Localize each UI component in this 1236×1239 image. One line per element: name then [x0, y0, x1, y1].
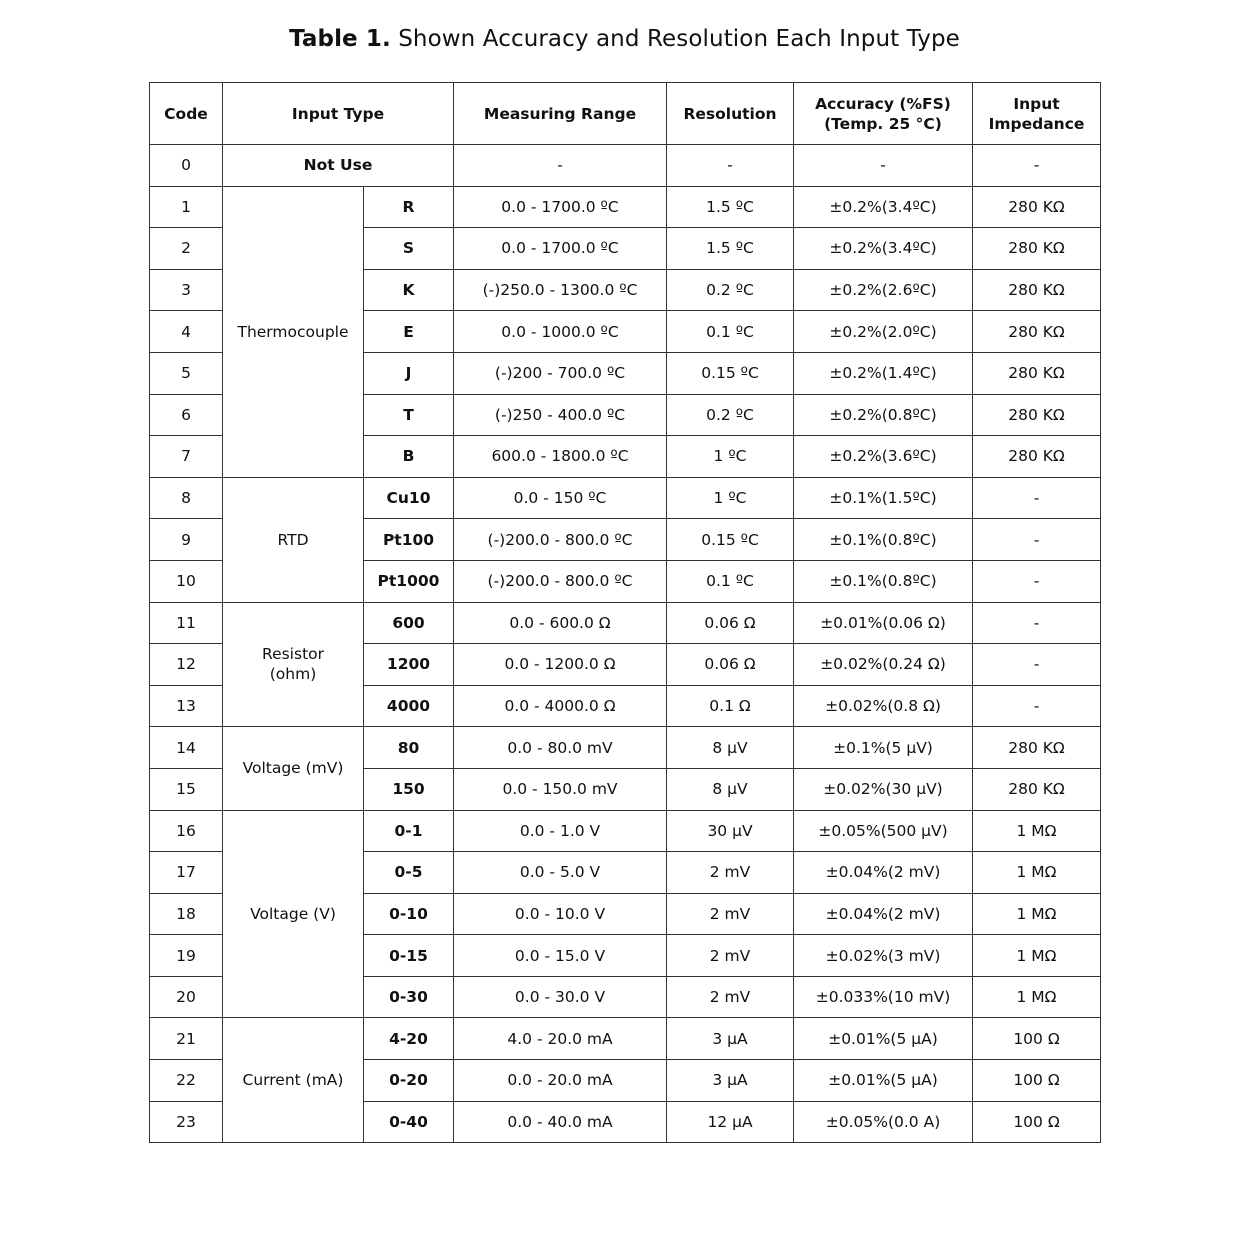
group-current-ma-label: Current (mA)	[242, 1071, 344, 1090]
cell-accuracy: ±0.1%(0.8ºC)	[794, 519, 973, 561]
cell-subtype: 0-40	[364, 1101, 454, 1143]
cell-subtype: J	[364, 352, 454, 394]
cell-subtype: T	[364, 394, 454, 436]
cell-range: 600.0 - 1800.0 ºC	[454, 436, 667, 478]
cell-range: -	[454, 145, 667, 187]
cell-impedance: 100 Ω	[973, 1018, 1101, 1060]
cell-range: 0.0 - 1200.0 Ω	[454, 644, 667, 686]
caption-text: Shown Accuracy and Resolution Each Input Type	[390, 26, 960, 52]
cell-impedance: 280 KΩ	[973, 436, 1101, 478]
cell-impedance: 280 KΩ	[973, 228, 1101, 270]
cell-subtype: B	[364, 436, 454, 478]
cell-code: 5	[150, 352, 223, 394]
group-thermocouple	[223, 186, 364, 477]
cell-resolution: 0.15 ºC	[667, 352, 794, 394]
cell-impedance: -	[973, 519, 1101, 561]
cell-resolution: 0.06 Ω	[667, 602, 794, 644]
cell-code: 12	[150, 644, 223, 686]
header-measuring-range: Measuring Range	[454, 83, 667, 145]
caption-label: Table 1.	[289, 26, 391, 52]
cell-code: 0	[150, 145, 223, 187]
cell-impedance: 280 KΩ	[973, 727, 1101, 769]
cell-code: 21	[150, 1018, 223, 1060]
cell-accuracy: ±0.01%(5 μA)	[794, 1018, 973, 1060]
group-rtd-label: RTD	[277, 530, 309, 549]
cell-range: 0.0 - 1700.0 ºC	[454, 186, 667, 228]
cell-resolution: 1 ºC	[667, 436, 794, 478]
table-row	[150, 186, 1101, 228]
cell-accuracy: ±0.01%(5 μA)	[794, 1060, 973, 1102]
cell-code: 14	[150, 727, 223, 769]
cell-code: 20	[150, 976, 223, 1018]
cell-impedance: 280 KΩ	[973, 186, 1101, 228]
cell-resolution: 0.2 ºC	[667, 269, 794, 311]
cell-impedance: 1 MΩ	[973, 935, 1101, 977]
cell-impedance: 280 KΩ	[973, 394, 1101, 436]
group-voltage-v-label: Voltage (V)	[250, 904, 336, 923]
cell-subtype: R	[364, 186, 454, 228]
cell-range: 0.0 - 20.0 mA	[454, 1060, 667, 1102]
cell-impedance: 1 MΩ	[973, 976, 1101, 1018]
cell-accuracy: -	[794, 145, 973, 187]
cell-code: 23	[150, 1101, 223, 1143]
header-row	[150, 83, 1101, 145]
cell-accuracy: ±0.04%(2 mV)	[794, 893, 973, 935]
input-type-table	[149, 82, 1101, 1143]
cell-accuracy: ±0.1%(0.8ºC)	[794, 560, 973, 602]
cell-resolution: 12 μA	[667, 1101, 794, 1143]
cell-subtype: Pt100	[364, 519, 454, 561]
cell-code: 4	[150, 311, 223, 353]
cell-impedance: 280 KΩ	[973, 269, 1101, 311]
cell-range: (-)250.0 - 1300.0 ºC	[454, 269, 667, 311]
cell-accuracy: ±0.02%(0.8 Ω)	[794, 685, 973, 727]
cell-resolution: 1.5 ºC	[667, 228, 794, 270]
cell-subtype: S	[364, 228, 454, 270]
table-caption	[0, 26, 1236, 52]
cell-range: 0.0 - 80.0 mV	[454, 727, 667, 769]
cell-resolution: 0.1 ºC	[667, 560, 794, 602]
group-voltage-mv-label: Voltage (mV)	[242, 759, 344, 778]
header-code: Code	[150, 83, 223, 145]
cell-code: 6	[150, 394, 223, 436]
cell-impedance: -	[973, 602, 1101, 644]
header-accuracy-line2: (Temp. 25 °C)	[824, 114, 942, 133]
cell-impedance: -	[973, 685, 1101, 727]
cell-code: 18	[150, 893, 223, 935]
cell-range: (-)200.0 - 800.0 ºC	[454, 560, 667, 602]
cell-code: 13	[150, 685, 223, 727]
cell-input-type: Not Use	[223, 145, 454, 187]
cell-accuracy: ±0.02%(0.24 Ω)	[794, 644, 973, 686]
header-impedance-line1: Input	[1013, 94, 1060, 113]
cell-resolution: 0.2 ºC	[667, 394, 794, 436]
group-resistor	[223, 602, 364, 727]
cell-accuracy: ±0.2%(2.6ºC)	[794, 269, 973, 311]
cell-accuracy: ±0.2%(3.6ºC)	[794, 436, 973, 478]
cell-code: 8	[150, 477, 223, 519]
cell-range: 4.0 - 20.0 mA	[454, 1018, 667, 1060]
cell-resolution: -	[667, 145, 794, 187]
cell-subtype: E	[364, 311, 454, 353]
cell-resolution: 1 ºC	[667, 477, 794, 519]
cell-accuracy: ±0.1%(1.5ºC)	[794, 477, 973, 519]
cell-impedance: -	[973, 644, 1101, 686]
group-voltage-mv	[223, 727, 364, 810]
cell-resolution: 0.15 ºC	[667, 519, 794, 561]
cell-range: 0.0 - 150 ºC	[454, 477, 667, 519]
cell-subtype: Cu10	[364, 477, 454, 519]
header-impedance	[973, 83, 1101, 145]
cell-subtype: 0-10	[364, 893, 454, 935]
cell-accuracy: ±0.02%(30 μV)	[794, 768, 973, 810]
cell-resolution: 0.06 Ω	[667, 644, 794, 686]
cell-accuracy: ±0.2%(3.4ºC)	[794, 228, 973, 270]
cell-resolution: 3 μA	[667, 1060, 794, 1102]
cell-code: 16	[150, 810, 223, 852]
header-input-type: Input Type	[223, 83, 454, 145]
table-row	[150, 727, 1101, 769]
cell-subtype: K	[364, 269, 454, 311]
group-current-ma	[223, 1018, 364, 1143]
cell-resolution: 2 mV	[667, 852, 794, 894]
cell-accuracy: ±0.05%(500 μV)	[794, 810, 973, 852]
cell-code: 10	[150, 560, 223, 602]
cell-impedance: -	[973, 560, 1101, 602]
cell-impedance: 1 MΩ	[973, 810, 1101, 852]
cell-range: 0.0 - 1.0 V	[454, 810, 667, 852]
group-resistor-label-1: Resistor	[262, 645, 324, 664]
cell-impedance: 280 KΩ	[973, 311, 1101, 353]
cell-code: 22	[150, 1060, 223, 1102]
header-accuracy	[794, 83, 973, 145]
group-rtd	[223, 477, 364, 602]
cell-accuracy: ±0.2%(0.8ºC)	[794, 394, 973, 436]
cell-subtype: 80	[364, 727, 454, 769]
header-impedance-line2: Impedance	[988, 114, 1085, 133]
cell-code: 11	[150, 602, 223, 644]
cell-accuracy: ±0.05%(0.0 A)	[794, 1101, 973, 1143]
cell-subtype: 0-15	[364, 935, 454, 977]
cell-impedance: 280 KΩ	[973, 352, 1101, 394]
cell-code: 19	[150, 935, 223, 977]
cell-resolution: 2 mV	[667, 976, 794, 1018]
cell-resolution: 1.5 ºC	[667, 186, 794, 228]
cell-subtype: 0-30	[364, 976, 454, 1018]
cell-impedance: 100 Ω	[973, 1101, 1101, 1143]
cell-code: 15	[150, 768, 223, 810]
cell-subtype: 0-20	[364, 1060, 454, 1102]
cell-subtype: 150	[364, 768, 454, 810]
cell-subtype: 1200	[364, 644, 454, 686]
cell-subtype: 4000	[364, 685, 454, 727]
cell-resolution: 8 μV	[667, 727, 794, 769]
cell-resolution: 8 μV	[667, 768, 794, 810]
group-voltage-v	[223, 810, 364, 1018]
cell-subtype: Pt1000	[364, 560, 454, 602]
cell-impedance: 280 KΩ	[973, 768, 1101, 810]
cell-resolution: 0.1 ºC	[667, 311, 794, 353]
header-resolution: Resolution	[667, 83, 794, 145]
cell-code: 2	[150, 228, 223, 270]
cell-range: 0.0 - 1000.0 ºC	[454, 311, 667, 353]
cell-range: 0.0 - 600.0 Ω	[454, 602, 667, 644]
cell-resolution: 2 mV	[667, 893, 794, 935]
cell-code: 3	[150, 269, 223, 311]
cell-range: (-)250 - 400.0 ºC	[454, 394, 667, 436]
cell-impedance: 1 MΩ	[973, 893, 1101, 935]
table-row	[150, 1018, 1101, 1060]
cell-impedance: -	[973, 477, 1101, 519]
cell-subtype: 0-1	[364, 810, 454, 852]
cell-accuracy: ±0.033%(10 mV)	[794, 976, 973, 1018]
cell-accuracy: ±0.04%(2 mV)	[794, 852, 973, 894]
cell-accuracy: ±0.2%(2.0ºC)	[794, 311, 973, 353]
cell-accuracy: ±0.01%(0.06 Ω)	[794, 602, 973, 644]
cell-range: 0.0 - 10.0 V	[454, 893, 667, 935]
cell-resolution: 3 μA	[667, 1018, 794, 1060]
group-resistor-label-2: (ohm)	[269, 665, 317, 684]
cell-range: (-)200.0 - 800.0 ºC	[454, 519, 667, 561]
cell-subtype: 0-5	[364, 852, 454, 894]
cell-accuracy: ±0.1%(5 μV)	[794, 727, 973, 769]
cell-impedance: -	[973, 145, 1101, 187]
header-accuracy-line1: Accuracy (%FS)	[815, 94, 951, 113]
cell-range: 0.0 - 30.0 V	[454, 976, 667, 1018]
cell-range: 0.0 - 150.0 mV	[454, 768, 667, 810]
cell-code: 1	[150, 186, 223, 228]
cell-accuracy: ±0.2%(1.4ºC)	[794, 352, 973, 394]
table-row	[150, 810, 1101, 852]
cell-resolution: 30 μV	[667, 810, 794, 852]
cell-range: 0.0 - 4000.0 Ω	[454, 685, 667, 727]
table-row	[150, 477, 1101, 519]
cell-impedance: 1 MΩ	[973, 852, 1101, 894]
cell-subtype: 600	[364, 602, 454, 644]
table-row	[150, 145, 1101, 187]
cell-range: 0.0 - 15.0 V	[454, 935, 667, 977]
table-row	[150, 602, 1101, 644]
cell-range: 0.0 - 1700.0 ºC	[454, 228, 667, 270]
group-thermocouple-label: Thermocouple	[237, 322, 349, 341]
cell-impedance: 100 Ω	[973, 1060, 1101, 1102]
cell-resolution: 2 mV	[667, 935, 794, 977]
cell-accuracy: ±0.02%(3 mV)	[794, 935, 973, 977]
cell-code: 9	[150, 519, 223, 561]
cell-range: 0.0 - 5.0 V	[454, 852, 667, 894]
cell-accuracy: ±0.2%(3.4ºC)	[794, 186, 973, 228]
cell-code: 7	[150, 436, 223, 478]
cell-code: 17	[150, 852, 223, 894]
cell-range: (-)200 - 700.0 ºC	[454, 352, 667, 394]
cell-subtype: 4-20	[364, 1018, 454, 1060]
cell-range: 0.0 - 40.0 mA	[454, 1101, 667, 1143]
cell-resolution: 0.1 Ω	[667, 685, 794, 727]
